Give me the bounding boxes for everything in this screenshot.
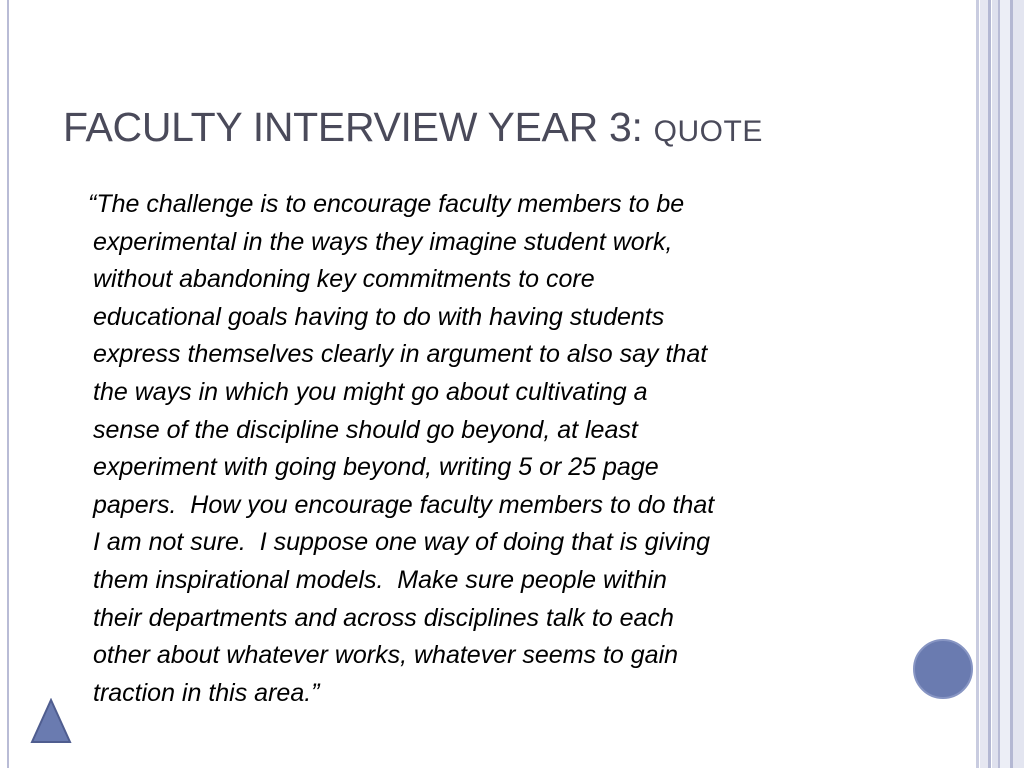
right-edge-stripe [980, 0, 988, 768]
quote-body [88, 186, 893, 712]
slide-title-sub: QUOTE [653, 115, 763, 148]
right-edge-stripe [1000, 0, 1010, 768]
quote-line: experiment with going beyond, writing 5 or 25 page [93, 453, 659, 482]
circle-icon[interactable] [913, 639, 973, 699]
quote-line: their departments and across disciplines talk to each [93, 603, 674, 632]
quote-line: I am not sure. I suppose one way of doing that is giving [93, 528, 711, 557]
quote-line: papers. How you encourage faculty members to do that [93, 490, 715, 519]
right-edge-stripe [1013, 0, 1024, 768]
slide-title-main: FACULTY INTERVIEW YEAR 3: [63, 104, 654, 150]
quote-line: them inspirational models. Make sure people within [93, 565, 667, 594]
quote-line: sense of the discipline should go beyond, at least [93, 415, 638, 444]
triangle-icon[interactable] [30, 698, 72, 744]
right-edge-stripe [988, 0, 991, 768]
quote-line: experimental in the ways they imagine student work, [93, 227, 673, 256]
quote-line: express themselves clearly in argument to also say that [93, 340, 708, 369]
quote-line: other about whatever works, whatever seems to gain [93, 641, 679, 670]
slide-title [63, 104, 763, 151]
quote-line: traction in this area.” [93, 678, 320, 707]
quote-line: “The challenge is to encourage faculty members to be [88, 190, 685, 218]
quote-line: the ways in which you might go about cultivating a [93, 377, 648, 406]
quote-line: without abandoning key commitments to core [93, 265, 595, 294]
quote-line: educational goals having to do with having students [93, 302, 665, 331]
right-edge-stripe [976, 0, 979, 768]
left-border-line [7, 0, 9, 768]
